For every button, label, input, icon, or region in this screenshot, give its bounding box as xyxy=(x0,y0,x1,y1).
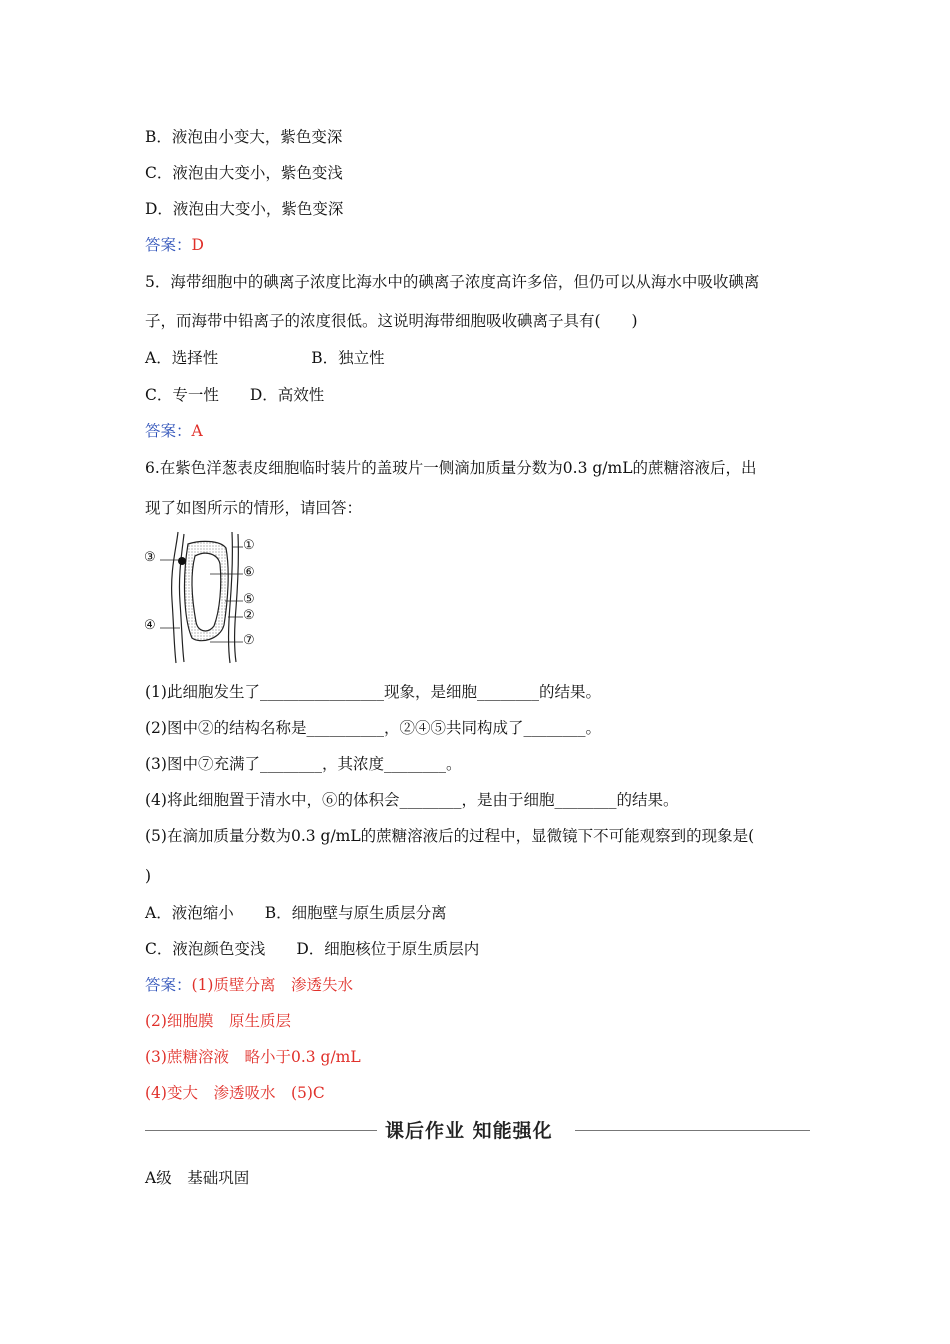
q6-sub3: (3)图中⑦充满了________，其浓度________。 xyxy=(145,755,462,773)
cell-wall-right-inner xyxy=(229,532,233,663)
q4-option-c: C．液泡由大变小，紫色变浅 xyxy=(145,164,343,182)
plasmolysis-cell-figure xyxy=(140,530,260,665)
label-2: ② xyxy=(243,608,255,623)
q6-answer-line2: (2)细胞膜 原生质层 xyxy=(145,1012,291,1030)
answer-label: 答案： xyxy=(145,976,192,994)
label-1: ① xyxy=(243,538,255,553)
answer-label: 答案： xyxy=(145,422,192,440)
q4-option-b: B．液泡由小变大，紫色变深 xyxy=(145,128,343,146)
cell-wall-left-outer xyxy=(172,532,178,663)
answer-value: D xyxy=(191,236,204,254)
q6-sub5-line2: ) xyxy=(145,867,152,885)
label-6: ⑥ xyxy=(243,565,255,580)
nucleus xyxy=(178,557,186,565)
q6-stem-line1: 6.在紫色洋葱表皮细胞临时装片的盖玻片一侧滴加质量分数为0.3 g/mL的蔗糖溶液后，出 xyxy=(145,459,757,477)
cell-wall-right-outer xyxy=(235,534,239,662)
label-7: ⑦ xyxy=(243,633,255,648)
q6-answer-line3: (3)蔗糖溶液 略小于0.3 g/mL xyxy=(145,1048,361,1066)
q6-stem-line2: 现了如图所示的情形，请回答： xyxy=(145,499,363,517)
q5-options-cd: C．专一性 D．高效性 xyxy=(145,386,325,404)
section-header xyxy=(145,1116,810,1144)
answer-label: 答案： xyxy=(145,236,192,254)
label-4: ④ xyxy=(144,618,156,633)
cell-diagram xyxy=(140,530,260,665)
answer-value: A xyxy=(191,422,203,440)
q5-stem-line1: 5．海带细胞中的碘离子浓度比海水中的碘离子浓度高许多倍，但仍可以从海水中吸收碘离 xyxy=(145,273,760,291)
q6-options-cd: C．液泡颜色变浅 D．细胞核位于原生质层内 xyxy=(145,940,480,958)
section-rule-left xyxy=(145,1130,377,1131)
q4-option-d: D．液泡由大变小，紫色变深 xyxy=(145,200,344,218)
q6-sub4: (4)将此细胞置于清水中，⑥的体积会________，是由于细胞________的结果。 xyxy=(145,791,679,809)
q6-options-ab: A．液泡缩小 B．细胞壁与原生质层分离 xyxy=(145,904,447,922)
q4-answer xyxy=(145,235,204,255)
q6-answer-line4: (4)变大 渗透吸水 (5)C xyxy=(145,1084,325,1102)
label-3: ③ xyxy=(144,550,156,565)
q5-options-ab: A．选择性 B．独立性 xyxy=(145,349,385,367)
section-rule-right xyxy=(575,1130,810,1131)
q6-sub2: (2)图中②的结构名称是__________，②④⑤共同构成了________。 xyxy=(145,719,601,737)
q6-sub5-line1: (5)在滴加质量分数为0.3 g/mL的蔗糖溶液后的过程中，显微镜下不可能观察到的现象是( xyxy=(145,827,755,845)
q6-sub1: (1)此细胞发生了________________现象，是细胞________的结果。 xyxy=(145,683,601,701)
q6-answer-line1 xyxy=(145,975,353,995)
label-5: ⑤ xyxy=(243,592,255,607)
cell-wall-left-inner xyxy=(179,534,184,662)
level-heading: A级 基础巩固 xyxy=(145,1169,250,1187)
q5-answer xyxy=(145,421,203,441)
answer-value: (1)质壁分离 渗透失水 xyxy=(191,976,353,994)
vacuole xyxy=(192,553,221,631)
section-title: 课后作业 知能强化 xyxy=(385,1120,553,1142)
q5-stem-line2: 子，而海带中铅离子的浓度很低。这说明海带细胞吸收碘离子具有( ) xyxy=(145,312,638,330)
